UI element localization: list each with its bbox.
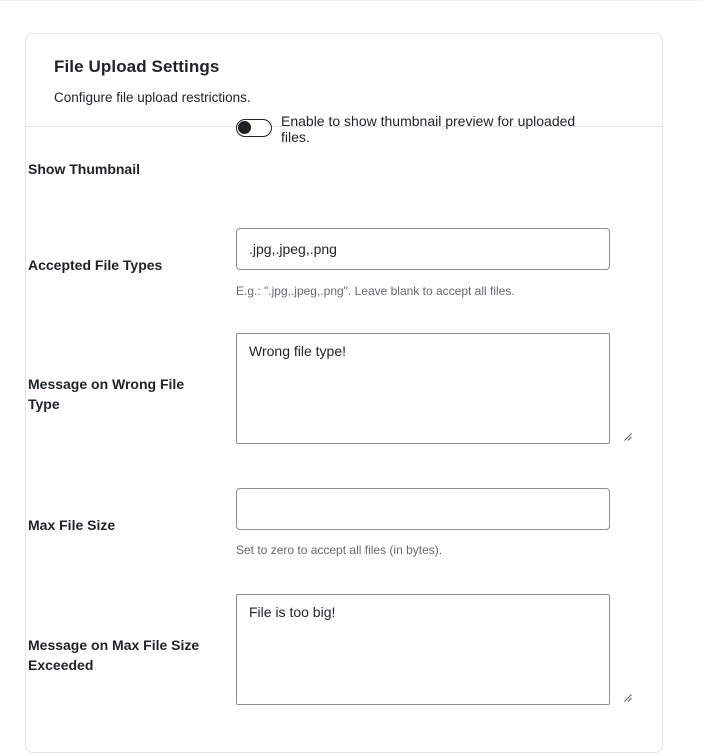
show-thumbnail-help: Enable to show thumbnail preview for uploaded files. — [281, 113, 576, 145]
card-description: Configure file upload restrictions. — [54, 90, 251, 105]
max-file-size-message-textarea[interactable] — [236, 594, 610, 705]
accepted-file-types-label: Accepted File Types — [28, 257, 163, 273]
max-file-size-help: Set to zero to accept all files (in bytes). — [236, 543, 443, 557]
accepted-file-types-input[interactable] — [236, 228, 610, 270]
max-file-size-input[interactable] — [236, 488, 610, 530]
max-file-size-label: Max File Size — [28, 517, 116, 533]
resize-handle-icon[interactable] — [624, 694, 632, 702]
wrong-file-type-message-label: Message on Wrong File Type — [28, 376, 185, 412]
page-top-border — [0, 0, 703, 1]
wrong-file-type-message-textarea[interactable] — [236, 333, 610, 444]
toggle-knob — [238, 121, 251, 134]
max-file-size-message-label: Message on Max File Size Exceeded — [28, 637, 200, 673]
show-thumbnail-label: Show Thumbnail — [28, 161, 140, 177]
show-thumbnail-toggle[interactable] — [236, 119, 272, 137]
resize-handle-icon[interactable] — [624, 433, 632, 441]
card-title: File Upload Settings — [54, 57, 220, 76]
accepted-file-types-help: E.g.: ".jpg,.jpeg,.png". Leave blank to accept all files. — [236, 284, 515, 298]
